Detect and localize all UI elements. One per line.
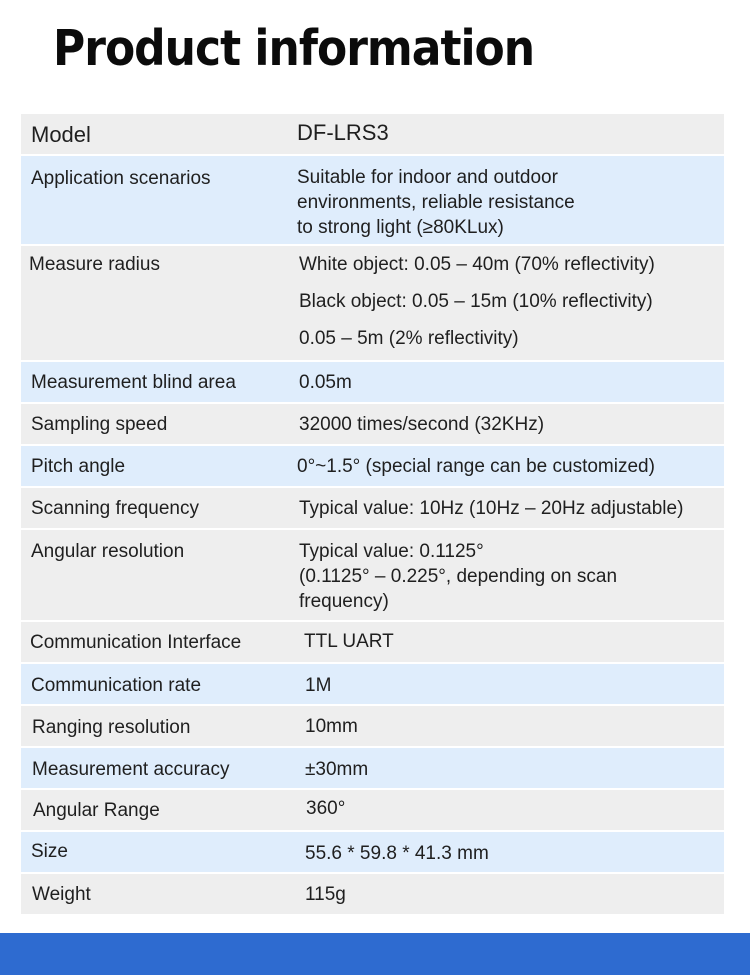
footer-bar [0,933,750,975]
spec-value: 360° [306,798,346,819]
spec-value-line: frequency) [299,591,389,612]
spec-label: Communication Interface [30,632,242,653]
spec-label: Angular Range [33,800,160,821]
spec-value-line: to strong light (≥80KLux) [297,217,504,238]
spec-row-weight [21,874,724,916]
spec-value: TTL UART [304,631,394,652]
spec-row-comm-interface [21,622,724,664]
spec-row-scanning-frequency [21,488,724,530]
spec-row-blind-area [21,362,724,404]
spec-value: ±30mm [305,759,369,780]
spec-row-angular-resolution [21,530,724,622]
spec-row-sampling-speed [21,404,724,446]
spec-label: Measurement blind area [31,372,236,393]
spec-label: Ranging resolution [32,717,191,738]
spec-value-line: Suitable for indoor and outdoor [297,167,558,188]
spec-value-line: (0.1125° – 0.225°, depending on scan [299,566,618,587]
spec-value: 55.6 * 59.8 * 41.3 mm [305,843,489,864]
spec-label: Measurement accuracy [32,759,230,780]
page-title: Product information [53,20,535,78]
spec-table [21,114,724,916]
spec-value: 10mm [305,716,358,737]
spec-label: Sampling speed [31,414,168,435]
spec-label: Weight [32,884,91,905]
spec-value: 0.05m [299,372,352,393]
spec-value-line: White object: 0.05 – 40m (70% reflectivity) [299,254,655,275]
spec-value: 0°~1.5° (special range can be customized) [297,456,655,477]
spec-label: Communication rate [31,675,202,696]
spec-value: Typical value: 10Hz (10Hz – 20Hz adjustable) [299,498,684,519]
spec-label: Model [31,122,91,147]
spec-label: Angular resolution [31,541,185,562]
spec-row-model [21,114,724,156]
spec-value: 115g [305,884,346,905]
spec-value: 32000 times/second (32KHz) [299,414,545,435]
spec-label: Pitch angle [31,456,126,477]
spec-value-line: Black object: 0.05 – 15m (10% reflectivity) [299,291,653,312]
spec-row-pitch-angle [21,446,724,488]
spec-label: Application scenarios [31,168,211,189]
spec-row-size [21,832,724,874]
spec-value-line: 0.05 – 5m (2% reflectivity) [299,328,519,349]
spec-row-measure-radius [21,246,724,362]
spec-label: Scanning frequency [31,498,199,519]
spec-label: Size [31,841,68,862]
spec-label: Measure radius [29,254,160,275]
spec-row-angular-range [21,790,724,832]
spec-row-ranging-resolution [21,706,724,748]
spec-value-line: environments, reliable resistance [297,192,575,213]
spec-value-line: Typical value: 0.1125° [299,541,484,562]
spec-row-comm-rate [21,664,724,706]
spec-value: DF-LRS3 [297,120,389,145]
spec-value: 1M [305,675,332,696]
spec-row-application [21,156,724,246]
spec-row-accuracy [21,748,724,790]
